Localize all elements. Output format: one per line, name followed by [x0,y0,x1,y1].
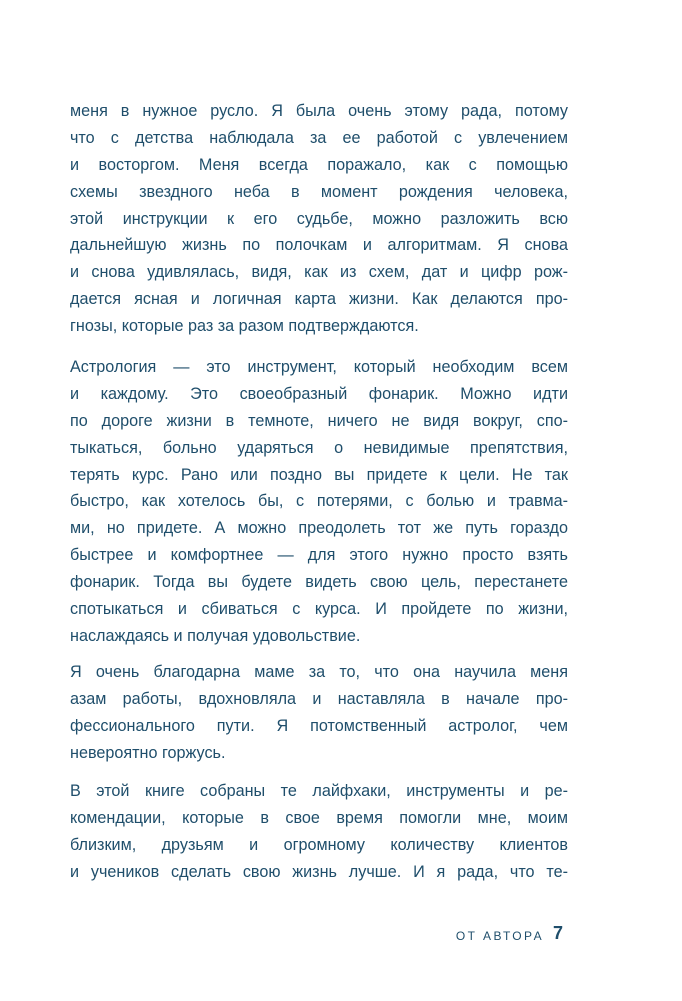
paragraph-line: и каждому. Это своеобразный фонарик. Можно идти [70,384,568,403]
page-number: 7 [553,923,564,943]
paragraph-line: невероятно горжусь. [70,743,226,762]
page-footer [0,921,682,951]
paragraph-line: азам работы, вдохновляла и наставляла в начале про- [70,689,568,708]
paragraph-line: гнозы, которые раз за разом подтверждаются. [70,317,419,336]
paragraph-line: этой инструкции к его судьбе, можно разложить всю [70,209,568,228]
paragraph-line: по дороге жизни в темноте, ничего не видя вокруг, спо- [70,411,568,430]
paragraph-line: меня в нужное русло. Я была очень этому рада, потому [70,102,568,120]
paragraph-line: фессионального пути. Я потомственный астролог, чем [70,716,568,735]
paragraph-1 [70,98,568,340]
paragraph-line: что с детства наблюдала за ее работой с увлечением [70,128,568,147]
paragraph-line: дается ясная и логичная карта жизни. Как делаются про- [70,290,568,309]
paragraph-line: и снова удивлялась, видя, как из схем, дат и цифр рож- [70,263,568,282]
paragraph-2 [70,354,568,650]
paragraph-line: Астрология — это инструмент, который необходим всем [70,358,568,376]
paragraph-line: близким, друзьям и огромному количеству клиентов [70,835,568,854]
running-head: ОТ АВТОРА [455,929,544,943]
paragraph-3 [70,659,568,767]
paragraph-line: наслаждаясь и получая удовольствие. [70,626,361,645]
paragraph-line: быстрее и комфортнее — для этого нужно просто взять [70,546,568,565]
paragraph-line: Я очень благодарна маме за то, что она научила меня [70,663,568,681]
paragraph-line: и учеников сделать свою жизнь лучше. И я рада, что те- [70,862,568,881]
paragraph-line: дальнейшую жизнь по полочкам и алгоритмам. Я снова [70,236,568,255]
paragraph-line: быстро, как хотелось бы, с потерями, с болью и травма- [70,492,568,511]
paragraph-line: схемы звездного неба в момент рождения человека, [70,182,568,201]
paragraph-line: комендации, которые в свое время помогли мне, моим [70,808,568,827]
paragraph-line: спотыкаться и сбиваться с курса. И пройдете по жизни, [70,600,568,619]
paragraph-4 [70,778,568,886]
paragraph-line: фонарик. Тогда вы будете видеть свою цель, перестанете [70,573,568,592]
paragraph-line: тыкаться, больно ударяться о невидимые препятствия, [70,438,568,457]
paragraph-line: В этой книге собраны те лайфхаки, инструменты и ре- [70,782,568,800]
paragraph-line: ми, но придете. А можно преодолеть тот же путь гораздо [70,519,568,538]
paragraph-line: терять курс. Рано или поздно вы придете к цели. Не так [70,465,568,484]
paragraph-line: и восторгом. Меня всегда поражало, как с помощью [70,155,568,174]
